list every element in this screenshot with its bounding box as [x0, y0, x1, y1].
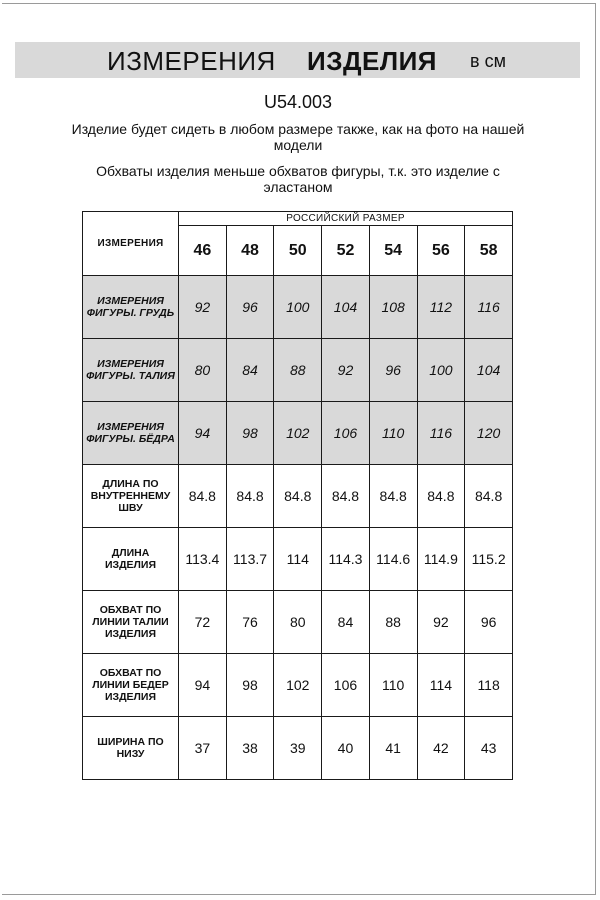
- value-cell: 84.8: [417, 465, 465, 528]
- row-label: ИЗМЕРЕНИЯ ФИГУРЫ. ТАЛИЯ: [83, 339, 179, 402]
- value-cell: 104: [322, 276, 370, 339]
- value-cell: 72: [179, 591, 227, 654]
- value-cell: 110: [369, 654, 417, 717]
- value-cell: 84: [322, 591, 370, 654]
- article-code: U54.003: [263, 92, 333, 112]
- value-cell: 96: [369, 339, 417, 402]
- value-cell: 106: [322, 402, 370, 465]
- row-label: ИЗМЕРЕНИЯ ФИГУРЫ. БЁДРА: [83, 402, 179, 465]
- fit-note: Изделие будет сидеть в любом размере также, как на фото на нашей модели: [71, 121, 525, 153]
- value-cell: 114.3: [322, 528, 370, 591]
- table-row-length: [83, 528, 513, 591]
- value-cell: 114: [274, 528, 322, 591]
- value-cell: 42: [417, 717, 465, 780]
- value-cell: 94: [179, 402, 227, 465]
- row-label: ДЛИНА ПО ВНУТРЕННЕМУ ШВУ: [83, 465, 179, 528]
- value-cell: 108: [369, 276, 417, 339]
- size-cell: 46: [179, 226, 227, 276]
- size-cell: 58: [465, 226, 513, 276]
- value-cell: 116: [417, 402, 465, 465]
- value-cell: 120: [465, 402, 513, 465]
- row-label: ОБХВАТ ПО ЛИНИИ БЕДЕР ИЗДЕЛИЯ: [83, 654, 179, 717]
- value-cell: 84.8: [179, 465, 227, 528]
- value-cell: 112: [417, 276, 465, 339]
- value-cell: 40: [322, 717, 370, 780]
- table-row-hip-girth: [83, 654, 513, 717]
- value-cell: 80: [274, 591, 322, 654]
- value-cell: 102: [274, 402, 322, 465]
- value-cell: 39: [274, 717, 322, 780]
- value-cell: 38: [226, 717, 274, 780]
- value-cell: 98: [226, 402, 274, 465]
- value-cell: 37: [179, 717, 227, 780]
- table-row-waist: [83, 339, 513, 402]
- value-cell: 80: [179, 339, 227, 402]
- title-product: ИЗДЕЛИЯ: [307, 46, 437, 76]
- value-cell: 96: [465, 591, 513, 654]
- value-cell: 76: [226, 591, 274, 654]
- table-row-hem-width: [83, 717, 513, 780]
- row-label: ДЛИНА ИЗДЕЛИЯ: [83, 528, 179, 591]
- table-row-hips: [83, 402, 513, 465]
- value-cell: 115.2: [465, 528, 513, 591]
- value-cell: 92: [417, 591, 465, 654]
- value-cell: 98: [226, 654, 274, 717]
- value-cell: 114.9: [417, 528, 465, 591]
- size-chart-table: [82, 211, 513, 780]
- row-label: ШИРИНА ПО НИЗУ: [83, 717, 179, 780]
- title-measurements: ИЗМЕРЕНИЯ: [107, 46, 276, 76]
- value-cell: 96: [226, 276, 274, 339]
- value-cell: 84.8: [465, 465, 513, 528]
- value-cell: 100: [274, 276, 322, 339]
- value-cell: 84.8: [274, 465, 322, 528]
- value-cell: 84.8: [226, 465, 274, 528]
- elastane-note: Обхваты изделия меньше обхватов фигуры, т.к. это изделие с эластаном: [96, 163, 500, 195]
- value-cell: 43: [465, 717, 513, 780]
- table-row-waist-girth: [83, 591, 513, 654]
- row-label: ИЗМЕРЕНИЯ ФИГУРЫ. ГРУДЬ: [83, 276, 179, 339]
- value-cell: 102: [274, 654, 322, 717]
- table-row-chest: [83, 276, 513, 339]
- size-cell: 52: [322, 226, 370, 276]
- value-cell: 84.8: [369, 465, 417, 528]
- value-cell: 92: [322, 339, 370, 402]
- value-cell: 88: [369, 591, 417, 654]
- value-cell: 41: [369, 717, 417, 780]
- value-cell: 113.7: [226, 528, 274, 591]
- value-cell: 113.4: [179, 528, 227, 591]
- size-group-label: РОССИЙСКИЙ РАЗМЕР: [179, 212, 513, 226]
- corner-label: ИЗМЕРЕНИЯ: [83, 212, 179, 276]
- title-banner: [15, 42, 580, 78]
- value-cell: 84: [226, 339, 274, 402]
- size-cell: 48: [226, 226, 274, 276]
- value-cell: 118: [465, 654, 513, 717]
- value-cell: 104: [465, 339, 513, 402]
- size-cell: 50: [274, 226, 322, 276]
- value-cell: 114: [417, 654, 465, 717]
- value-cell: 84.8: [322, 465, 370, 528]
- value-cell: 88: [274, 339, 322, 402]
- value-cell: 116: [465, 276, 513, 339]
- size-cell: 54: [369, 226, 417, 276]
- size-cell: 56: [417, 226, 465, 276]
- value-cell: 94: [179, 654, 227, 717]
- value-cell: 106: [322, 654, 370, 717]
- value-cell: 92: [179, 276, 227, 339]
- table-header-row: [83, 212, 513, 226]
- title-units: в см: [470, 51, 506, 71]
- row-label: ОБХВАТ ПО ЛИНИИ ТАЛИИ ИЗДЕЛИЯ: [83, 591, 179, 654]
- table-row-inseam: [83, 465, 513, 528]
- value-cell: 114.6: [369, 528, 417, 591]
- value-cell: 110: [369, 402, 417, 465]
- value-cell: 100: [417, 339, 465, 402]
